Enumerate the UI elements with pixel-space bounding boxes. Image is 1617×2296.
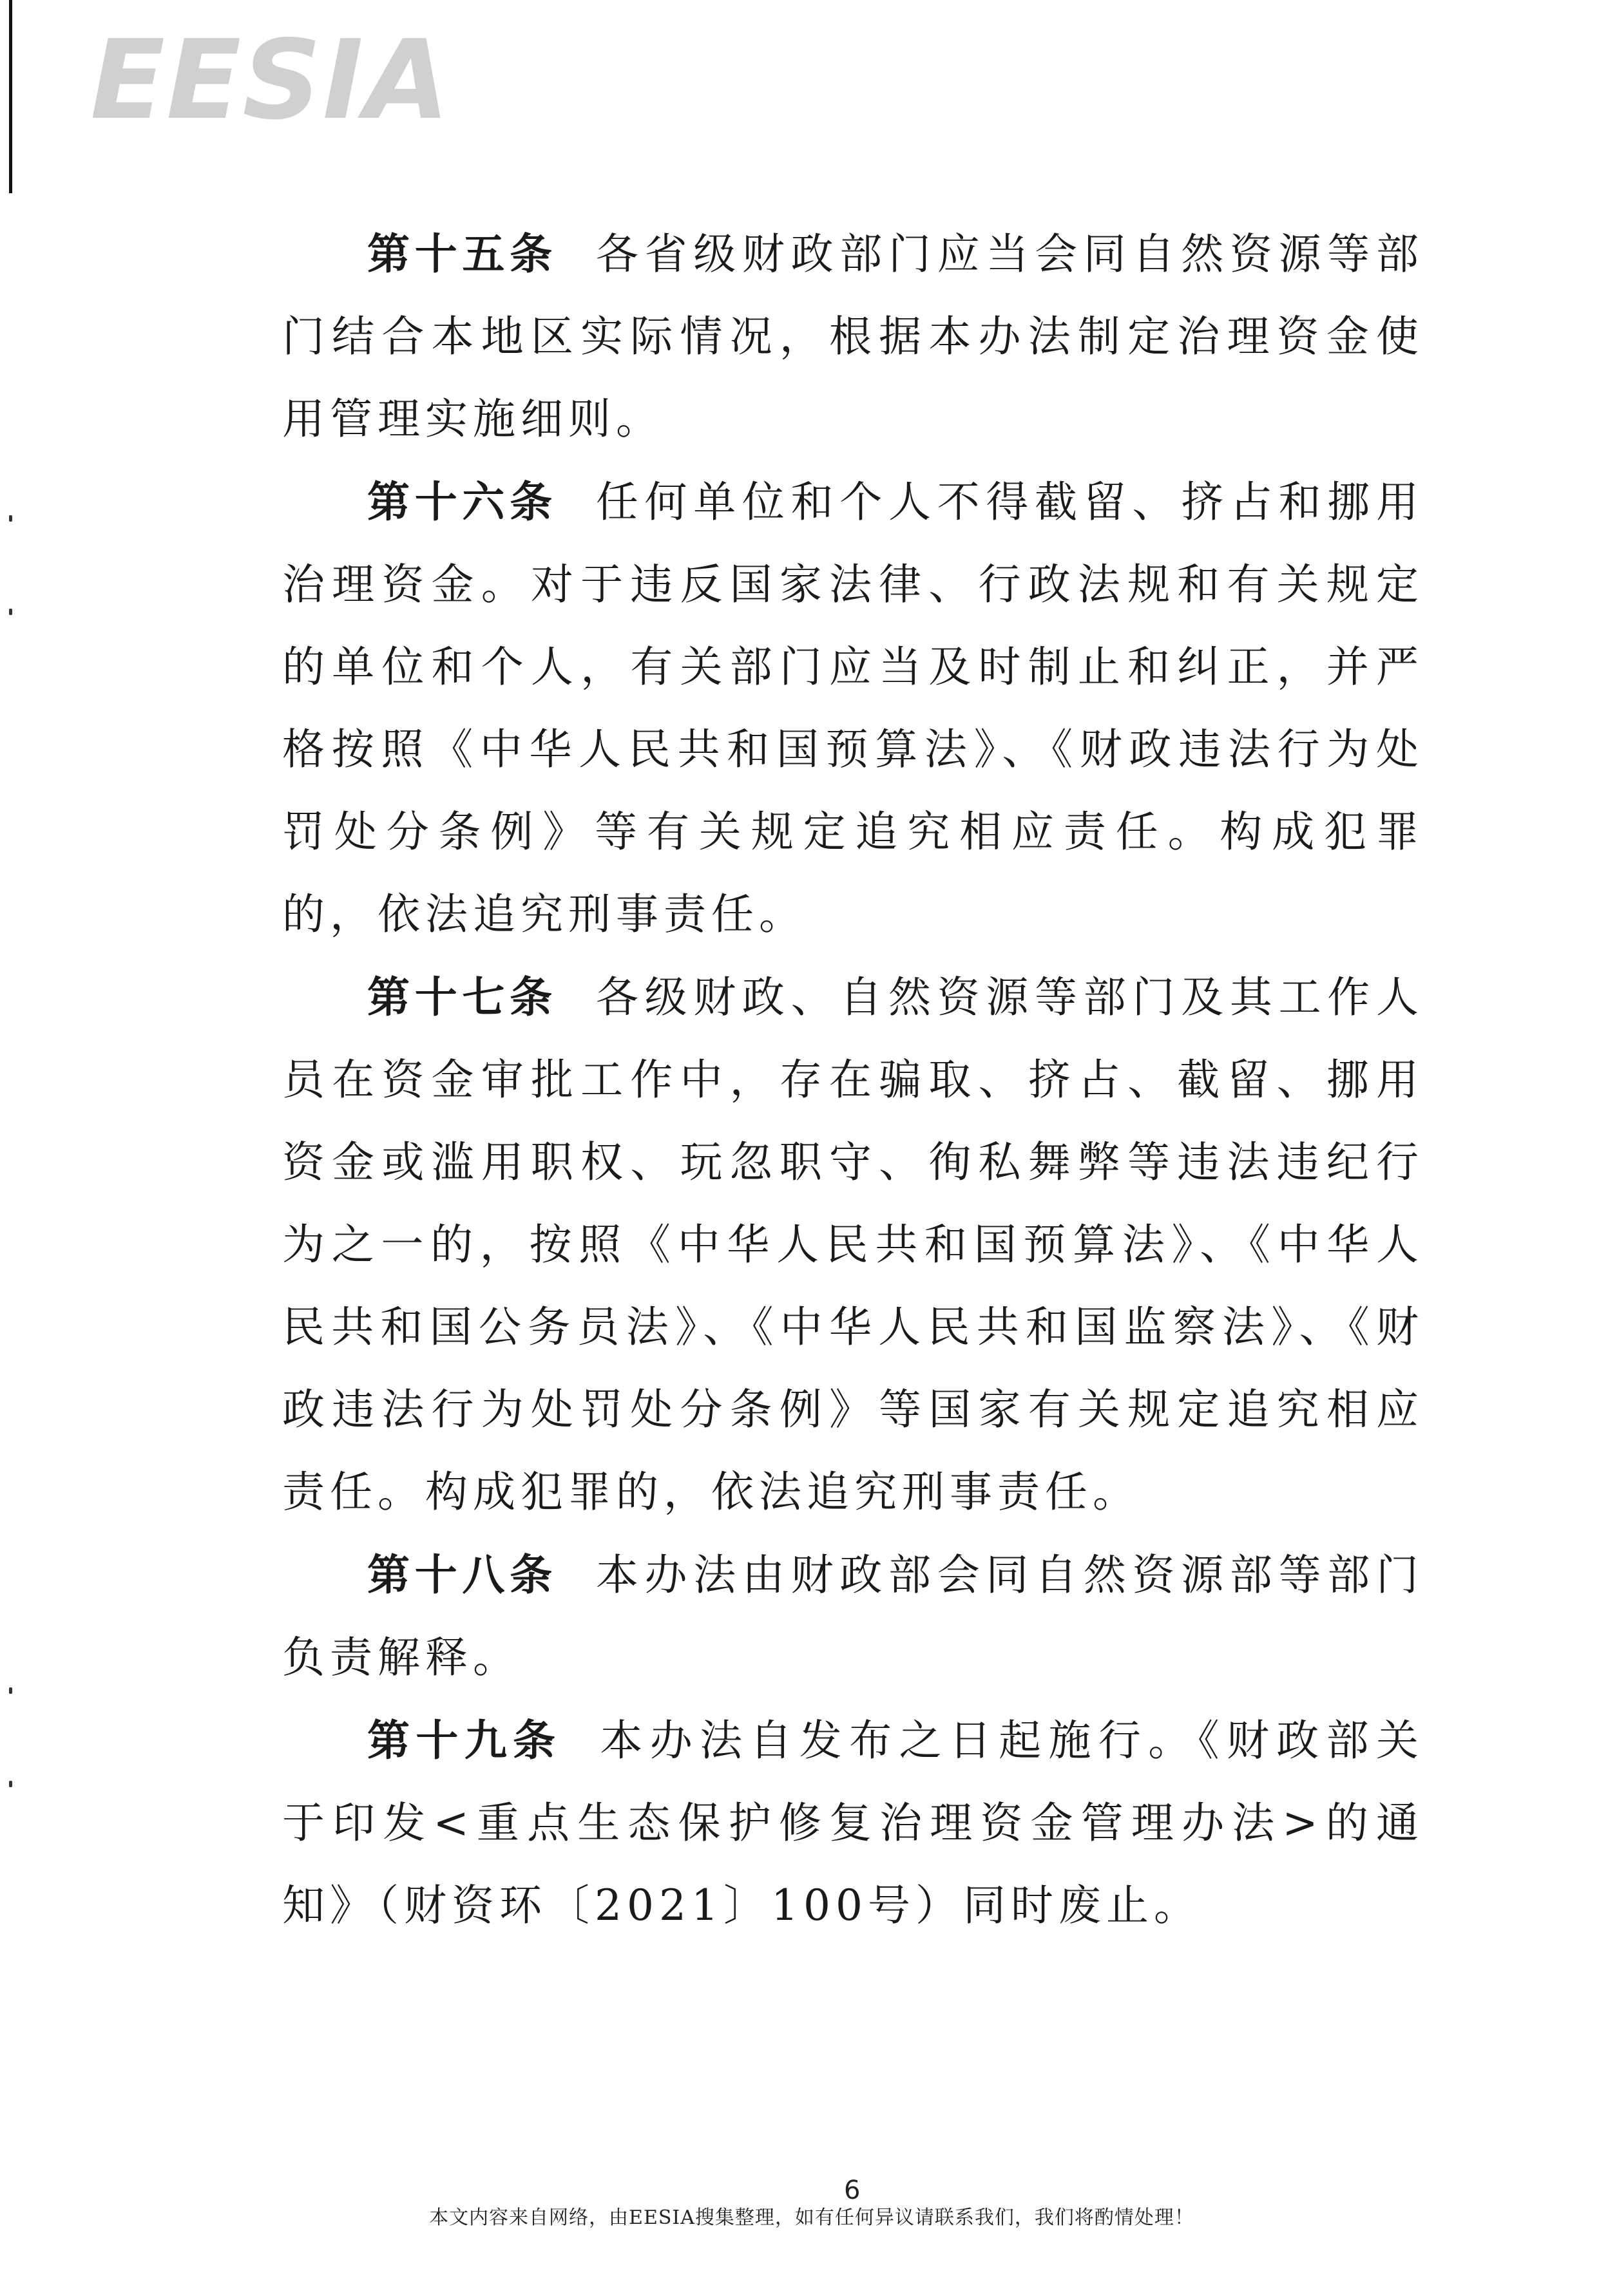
article-text: 本办法由财政部会同自然资源部等部门负责解释。 [282,1550,1424,1682]
footer-disclaimer: 本文内容来自网络，由EESIA搜集整理，如有任何异议请联系我们，我们将酌情处理！ [429,2206,1194,2229]
article-title: 第十六条 [367,477,557,527]
article-title: 第十五条 [367,229,557,279]
scan-speck [9,1781,12,1787]
article-text: 各省级财政部门应当会同自然资源等部门结合本地区实际情况，根据本办法制定治理资金使用管理实施细则。 [282,229,1424,444]
eesia-logo: EESIA [90,17,451,144]
article-text: 本办法自发布之日起施行。《财政部关于印发<重点生态保护修复治理资金管理办法>的通知》（财资环〔2021〕100号）同时废止。 [282,1716,1424,1930]
article-18 [282,1533,1424,1699]
page-number: 6 [844,2176,861,2205]
article-17 [282,956,1424,1533]
scan-edge-line [9,0,12,193]
article-title: 第十九条 [367,1715,562,1765]
scan-speck [9,609,12,615]
scan-speck [9,515,12,522]
article-text: 各级财政、自然资源等部门及其工作人员在资金审批工作中，存在骗取、挤占、截留、挪用资金或滥用职权、玩忽职守、徇私舞弊等违法违纪行为之一的，按照《中华人民共和国预算法》、《中华人民共和国公务员法》、《中华人民共和国监察法》、《财政违法行为处罚处分条例》等国家有关规定追究相应责任。构成犯罪的，依法追究刑事责任。 [282,972,1424,1517]
article-19 [282,1699,1424,1947]
article-15 [282,213,1424,460]
article-title: 第十七条 [367,972,557,1022]
article-title: 第十八条 [367,1550,557,1600]
document-body [282,213,1424,1947]
article-text: 任何单位和个人不得截留、挤占和挪用治理资金。对于违反国家法律、行政法规和有关规定的单位和个人，有关部门应当及时制止和纠正，并严格按照《中华人民共和国预算法》、《财政违法行为处罚处分条例》等有关规定追究相应责任。构成犯罪的，依法追究刑事责任。 [282,477,1424,939]
article-16 [282,460,1424,956]
scan-speck [9,1687,12,1694]
